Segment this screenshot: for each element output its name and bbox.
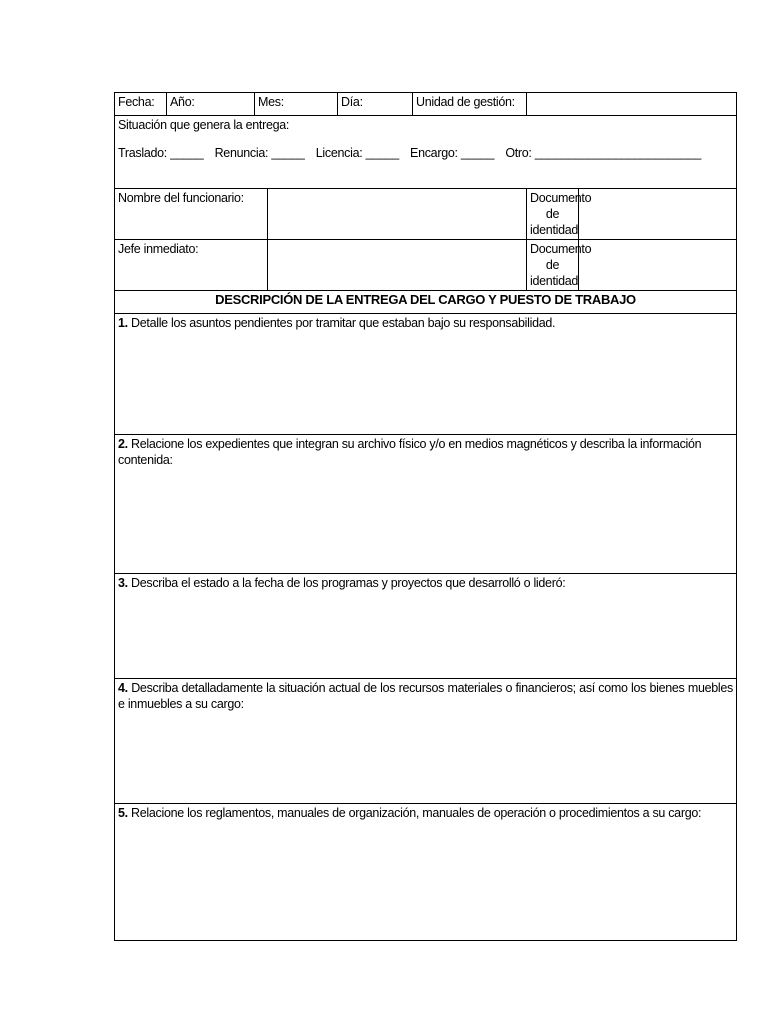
jefe-name-field[interactable] [268,240,527,291]
unidad-gestion-field[interactable] [527,93,737,116]
question-5[interactable] [115,804,737,941]
description-title-row [115,291,737,314]
fecha-label: Fecha: [115,93,167,116]
documento-line2: de identidad [530,258,579,288]
jefe-documento-field[interactable] [579,240,737,291]
question-text: Relacione los reglamentos, manuales de organización, manuales de operación o procedimientos a su cargo: [131,806,702,820]
question-1[interactable] [115,314,737,435]
question-row-3 [115,574,737,679]
mes-field[interactable]: Mes: [255,93,338,116]
option-traslado[interactable]: Traslado: _____ [118,146,204,160]
date-row [115,93,737,116]
option-otro[interactable]: Otro: _________________________ [505,146,702,160]
situacion-cell [115,116,737,189]
option-renuncia[interactable]: Renuncia: _____ [214,146,305,160]
question-row-1 [115,314,737,435]
jefe-documento-label [527,240,592,291]
anio-field[interactable]: Año: [167,93,255,116]
question-number: 2. [118,437,128,451]
funcionario-documento-label [527,189,592,240]
documento-line1: Documento [530,242,592,256]
funcionario-row [115,189,737,240]
option-licencia[interactable]: Licencia: _____ [315,146,399,160]
situacion-options [118,145,733,161]
question-3[interactable] [115,574,737,679]
question-number: 5. [118,806,128,820]
unidad-gestion-label: Unidad de gestión: [413,93,527,116]
question-row-2 [115,435,737,574]
question-2[interactable] [115,435,737,574]
question-number: 3. [118,576,128,590]
documento-line2: de identidad [530,207,579,237]
question-row-5 [115,804,737,941]
situacion-title: Situación que genera la entrega: [118,118,290,132]
question-text: Describa detalladamente la situación actual de los recursos materiales o financieros; así como los bienes muebles e inmuebles a su cargo: [118,681,733,711]
entrega-cargo-form [114,92,737,941]
question-number: 4. [118,681,128,695]
question-text: Relacione los expedientes que integran su archivo físico y/o en medios magnéticos y describa la información contenida: [118,437,702,467]
dia-field[interactable]: Día: [338,93,413,116]
question-row-4 [115,679,737,804]
documento-line1: Documento [530,191,592,205]
funcionario-label: Nombre del funcionario: [115,189,268,240]
option-encargo[interactable]: Encargo: _____ [410,146,495,160]
question-number: 1. [118,316,128,330]
jefe-label: Jefe inmediato: [115,240,268,291]
funcionario-documento-field[interactable] [579,189,737,240]
funcionario-name-field[interactable] [268,189,527,240]
question-text: Describa el estado a la fecha de los programas y proyectos que desarrolló o lideró: [131,576,566,590]
jefe-row [115,240,737,291]
situacion-row [115,116,737,189]
question-text: Detalle los asuntos pendientes por tramitar que estaban bajo su responsabilidad. [131,316,556,330]
description-title: DESCRIPCIÓN DE LA ENTREGA DEL CARGO Y PUESTO DE TRABAJO [115,291,737,314]
question-4[interactable] [115,679,737,804]
